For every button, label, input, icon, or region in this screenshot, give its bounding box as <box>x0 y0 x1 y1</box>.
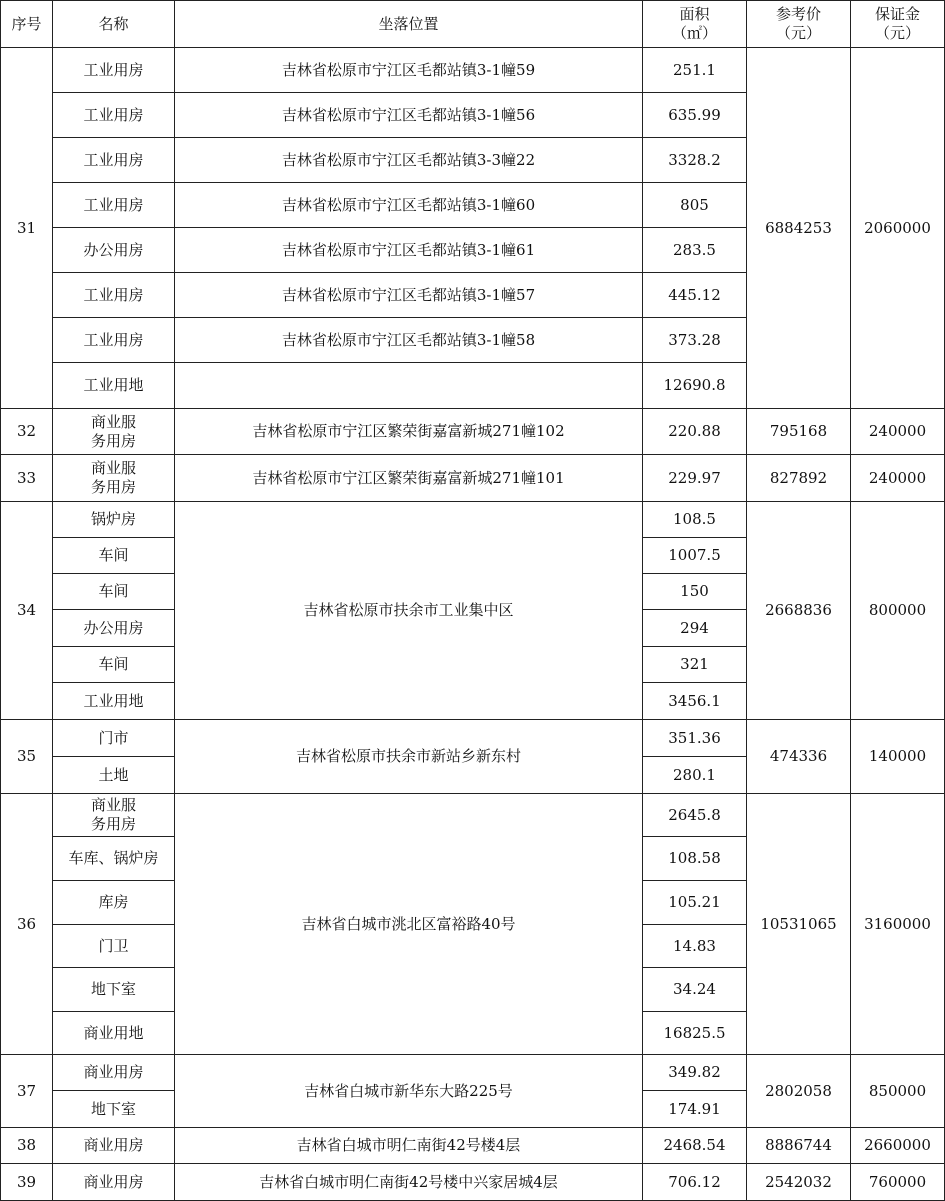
seq-cell: 36 <box>1 794 53 1055</box>
name-cell: 工业用房 <box>53 183 175 228</box>
location-cell: 吉林省白城市明仁南街42号楼中兴家居城4层 <box>175 1164 643 1201</box>
seq-cell: 39 <box>1 1164 53 1201</box>
location-cell: 吉林省松原市扶余市新站乡新东村 <box>175 720 643 794</box>
name-line1: 商业服 <box>90 412 136 431</box>
deposit-cell: 240000 <box>851 455 945 502</box>
area-cell: 150 <box>643 574 747 610</box>
area-cell: 351.36 <box>643 720 747 757</box>
area-cell: 349.82 <box>643 1055 747 1091</box>
price-cell: 2802058 <box>747 1055 851 1128</box>
location-cell: 吉林省白城市明仁南街42号楼4层 <box>175 1128 643 1164</box>
header-price-line1: 参考价 <box>775 5 821 23</box>
name-cell: 土地 <box>53 757 175 794</box>
name-cell: 地下室 <box>53 968 175 1012</box>
location-cell: 吉林省松原市扶余市工业集中区 <box>175 502 643 720</box>
deposit-cell: 2060000 <box>851 48 945 409</box>
deposit-cell: 3160000 <box>851 794 945 1055</box>
table-row <box>1 1128 945 1164</box>
area-cell: 373.28 <box>643 318 747 363</box>
header-area-line2: （㎡） <box>671 24 717 42</box>
header-deposit <box>851 1 945 48</box>
seq-cell: 33 <box>1 455 53 502</box>
location-cell: 吉林省松原市宁江区毛都站镇3-1幢57 <box>175 273 643 318</box>
deposit-cell: 760000 <box>851 1164 945 1201</box>
area-cell: 706.12 <box>643 1164 747 1201</box>
name-cell: 办公用房 <box>53 610 175 647</box>
header-area-line1: 面积 <box>679 5 710 23</box>
table-row <box>1 720 945 757</box>
header-row <box>1 1 945 48</box>
name-cell: 车间 <box>53 538 175 574</box>
area-cell: 805 <box>643 183 747 228</box>
name-cell: 商业用地 <box>53 1012 175 1055</box>
table-row <box>1 1164 945 1201</box>
area-cell: 174.91 <box>643 1091 747 1128</box>
table-row <box>1 1055 945 1091</box>
name-cell: 车库、锅炉房 <box>53 837 175 881</box>
header-name: 名称 <box>53 1 175 48</box>
price-cell: 8886744 <box>747 1128 851 1164</box>
table-row <box>1 455 945 502</box>
area-cell: 251.1 <box>643 48 747 93</box>
name-cell: 办公用房 <box>53 228 175 273</box>
price-cell: 10531065 <box>747 794 851 1055</box>
name-cell: 商业用房 <box>53 1128 175 1164</box>
name-line1: 商业服 <box>90 796 136 814</box>
price-cell: 2542032 <box>747 1164 851 1201</box>
price-cell: 474336 <box>747 720 851 794</box>
deposit-cell: 850000 <box>851 1055 945 1128</box>
name-line1: 商业服 <box>90 459 136 477</box>
area-cell: 14.83 <box>643 925 747 968</box>
name-cell: 门市 <box>53 720 175 757</box>
location-cell: 吉林省松原市宁江区繁荣街嘉富新城271幢102 <box>175 409 643 455</box>
area-cell: 283.5 <box>643 228 747 273</box>
deposit-cell: 240000 <box>851 409 945 455</box>
name-cell <box>53 409 175 455</box>
header-deposit-line1: 保证金 <box>874 5 920 23</box>
area-cell: 220.88 <box>643 409 747 455</box>
area-cell: 2468.54 <box>643 1128 747 1164</box>
name-cell: 库房 <box>53 881 175 925</box>
location-cell: 吉林省松原市宁江区繁荣街嘉富新城271幢101 <box>175 455 643 502</box>
name-cell: 工业用房 <box>53 93 175 138</box>
location-cell <box>175 363 643 409</box>
price-cell: 2668836 <box>747 502 851 720</box>
name-line2: 务用房 <box>90 478 136 496</box>
table-row <box>1 409 945 455</box>
name-cell: 锅炉房 <box>53 502 175 538</box>
name-cell: 商业用房 <box>53 1164 175 1201</box>
location-cell: 吉林省松原市宁江区毛都站镇3-1幢61 <box>175 228 643 273</box>
header-location: 坐落位置 <box>175 1 643 48</box>
name-line2: 务用房 <box>90 815 136 833</box>
area-cell: 3456.1 <box>643 683 747 720</box>
seq-cell: 34 <box>1 502 53 720</box>
name-cell: 工业用房 <box>53 273 175 318</box>
name-cell: 工业用房 <box>53 138 175 183</box>
area-cell: 294 <box>643 610 747 647</box>
seq-cell: 32 <box>1 409 53 455</box>
area-cell: 16825.5 <box>643 1012 747 1055</box>
location-cell: 吉林省白城市洮北区富裕路40号 <box>175 794 643 1055</box>
name-cell <box>53 455 175 502</box>
price-cell: 6884253 <box>747 48 851 409</box>
table-row <box>1 48 945 93</box>
deposit-cell: 140000 <box>851 720 945 794</box>
header-price <box>747 1 851 48</box>
name-cell: 商业用房 <box>53 1055 175 1091</box>
deposit-cell: 800000 <box>851 502 945 720</box>
location-cell: 吉林省松原市宁江区毛都站镇3-1幢59 <box>175 48 643 93</box>
area-cell: 280.1 <box>643 757 747 794</box>
location-cell: 吉林省松原市宁江区毛都站镇3-1幢60 <box>175 183 643 228</box>
seq-cell: 37 <box>1 1055 53 1128</box>
table-row <box>1 794 945 837</box>
area-cell: 445.12 <box>643 273 747 318</box>
location-cell: 吉林省松原市宁江区毛都站镇3-3幢22 <box>175 138 643 183</box>
location-cell: 吉林省松原市宁江区毛都站镇3-1幢58 <box>175 318 643 363</box>
name-cell: 门卫 <box>53 925 175 968</box>
price-cell: 795168 <box>747 409 851 455</box>
name-line2: 务用房 <box>90 431 136 450</box>
area-cell: 34.24 <box>643 968 747 1012</box>
header-price-line2: （元） <box>775 24 821 42</box>
area-cell: 108.5 <box>643 502 747 538</box>
table-row <box>1 502 945 538</box>
area-cell: 2645.8 <box>643 794 747 837</box>
seq-cell: 38 <box>1 1128 53 1164</box>
area-cell: 3328.2 <box>643 138 747 183</box>
name-cell <box>53 794 175 837</box>
deposit-cell: 2660000 <box>851 1128 945 1164</box>
price-cell: 827892 <box>747 455 851 502</box>
name-cell: 工业用地 <box>53 683 175 720</box>
area-cell: 108.58 <box>643 837 747 881</box>
seq-cell: 31 <box>1 48 53 409</box>
area-cell: 105.21 <box>643 881 747 925</box>
name-cell: 工业用地 <box>53 363 175 409</box>
area-cell: 12690.8 <box>643 363 747 409</box>
name-cell: 车间 <box>53 574 175 610</box>
name-cell: 车间 <box>53 647 175 683</box>
header-area <box>643 1 747 48</box>
name-cell: 地下室 <box>53 1091 175 1128</box>
area-cell: 1007.5 <box>643 538 747 574</box>
name-cell: 工业用房 <box>53 318 175 363</box>
header-deposit-line2: （元） <box>874 24 920 42</box>
location-cell: 吉林省白城市新华东大路225号 <box>175 1055 643 1128</box>
name-cell: 工业用房 <box>53 48 175 93</box>
area-cell: 321 <box>643 647 747 683</box>
seq-cell: 35 <box>1 720 53 794</box>
header-seq: 序号 <box>1 1 53 48</box>
area-cell: 635.99 <box>643 93 747 138</box>
area-cell: 229.97 <box>643 455 747 502</box>
location-cell: 吉林省松原市宁江区毛都站镇3-1幢56 <box>175 93 643 138</box>
